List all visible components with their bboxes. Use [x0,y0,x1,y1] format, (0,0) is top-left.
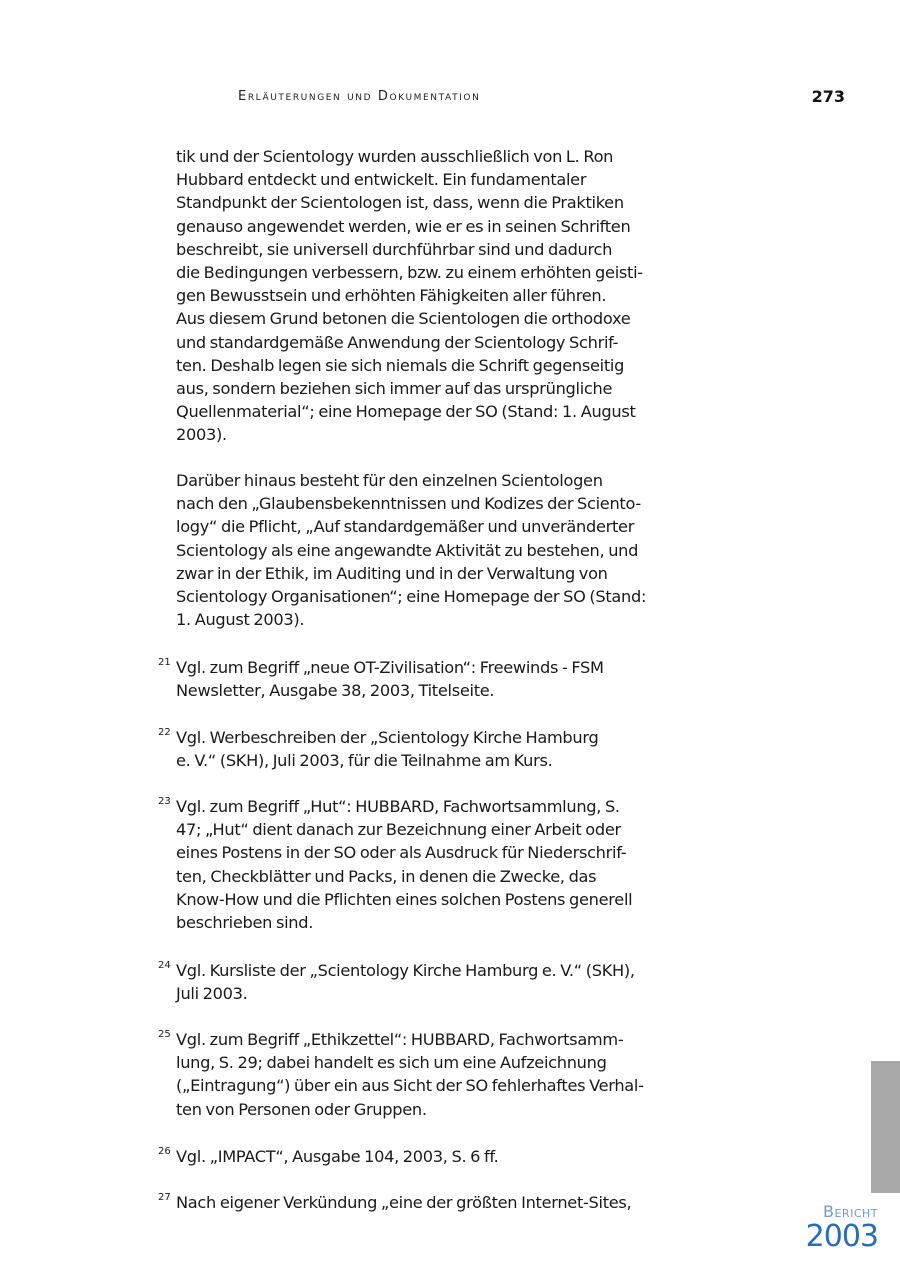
footnote [158,656,676,702]
text-line: genauso angewendet werden, wie er es in seinen Schriften [176,216,631,236]
text-line: 1. August 2003). [176,610,305,630]
text-line: gen Bewusstsein und erhöhten Fähigkeiten aller führen. [176,286,607,306]
page-number: 273 [811,87,845,106]
footnote-line: Vgl. zum Begriff „Hut“: HUBBARD, Fachwortsammlung, S. [176,797,620,816]
running-header [238,89,480,104]
text-line: beschreibt, sie universell durchführbar sind und dadurch [176,239,613,259]
footnote-line: Know-How und die Pflichten eines solchen Postens generell [176,889,633,909]
text-line: Quellenmaterial“; eine Homepage der SO (Stand: 1. August [176,402,636,422]
text-line: die Bedingungen verbessern, bzw. zu einem erhöhten geisti- [176,263,643,283]
footnote-line: Vgl. zum Begriff „neue OT-Zivilisation“: Freewinds - FSM [176,658,604,677]
text-line: logy“ die Pflicht, „Auf standardgemäßer und unveränderter [176,517,635,537]
side-tab-marker [871,1061,900,1193]
footnote-line: („Eintragung“) über ein aus Sicht der SO fehlerhaftes Verhal- [176,1076,644,1096]
footnote-number: 25 [158,1029,171,1040]
body-paragraph [176,469,676,631]
running-header-title: Erläuterungen und Dokumentation [238,89,481,104]
footnote-number: 23 [158,796,171,807]
footnote [158,795,676,934]
text-line: Scientology als eine angewandte Aktivität zu bestehen, und [176,540,639,560]
text-line: tik und der Scientology wurden ausschließlich von L. Ron [176,147,614,166]
footnote [158,726,676,772]
text-line: ten. Deshalb legen sie sich niemals die Schrift gegenseitig [176,355,625,375]
footnote-line: lung, S. 29; dabei handelt es sich um eine Aufzeichnung [176,1053,607,1073]
footnote-line: Newsletter, Ausgabe 38, 2003, Titelseite. [176,681,495,701]
footnote-line: Juli 2003. [176,984,248,1004]
text-line: und standardgemäße Anwendung der Scientology Schrif- [176,332,619,352]
text-line: Darüber hinaus besteht für den einzelnen Scientologen [176,471,603,490]
footnote-number: 24 [158,960,171,971]
footnote [158,1145,676,1168]
footnote-line: eines Postens in der SO oder als Ausdruck für Niederschrif- [176,843,627,863]
footnote-line: ten von Personen oder Gruppen. [176,1099,427,1119]
text-line: nach den „Glaubensbekenntnissen und Kodizes der Sciento- [176,494,641,514]
text-line: Standpunkt der Scientologen ist, dass, wenn die Praktiken [176,193,624,213]
text-line: zwar in der Ethik, im Auditing und in der Verwaltung von [176,563,608,583]
footnote-line: ten, Checkblätter und Packs, in denen die Zwecke, das [176,866,597,886]
footnote-line: e. V.“ (SKH), Juli 2003, für die Teilnahme am Kurs. [176,751,553,771]
footnote-number: 21 [158,657,171,668]
footnote-line: 47; „Hut“ dient danach zur Bezeichnung einer Arbeit oder [176,820,621,840]
footnote [158,1191,676,1214]
footnote-line: beschrieben sind. [176,913,314,933]
report-logo [806,1203,878,1253]
footnote-number: 27 [158,1192,171,1203]
report-logo-word: Bericht [823,1202,878,1221]
text-line: Aus diesem Grund betonen die Scientologen die orthodoxe [176,309,631,329]
footnote-number: 26 [158,1146,171,1157]
text-line: 2003). [176,425,227,445]
footnote [158,1028,676,1121]
report-logo-year: 2003 [805,1219,878,1254]
footnote-line: Vgl. „IMPACT“, Ausgabe 104, 2003, S. 6 ff. [176,1147,499,1166]
footnote [158,959,676,1005]
footnote-line: Vgl. zum Begriff „Ethikzettel“: HUBBARD, Fachwortsamm- [176,1030,624,1049]
body-paragraph [176,145,676,447]
footnote-line: Nach eigener Verkündung „eine der größten Internet-Sites, [176,1193,632,1212]
footnote-line: Vgl. Kursliste der „Scientology Kirche Hamburg e. V.“ (SKH), [176,961,635,980]
footnote-number: 22 [158,727,171,738]
footnote-line: Vgl. Werbeschreiben der „Scientology Kirche Hamburg [176,728,599,747]
text-line: Scientology Organisationen“; eine Homepage der SO (Stand: [176,587,647,607]
text-line: aus, sondern beziehen sich immer auf das ursprüngliche [176,379,613,399]
text-line: Hubbard entdeckt und entwickelt. Ein fundamentaler [176,170,587,190]
